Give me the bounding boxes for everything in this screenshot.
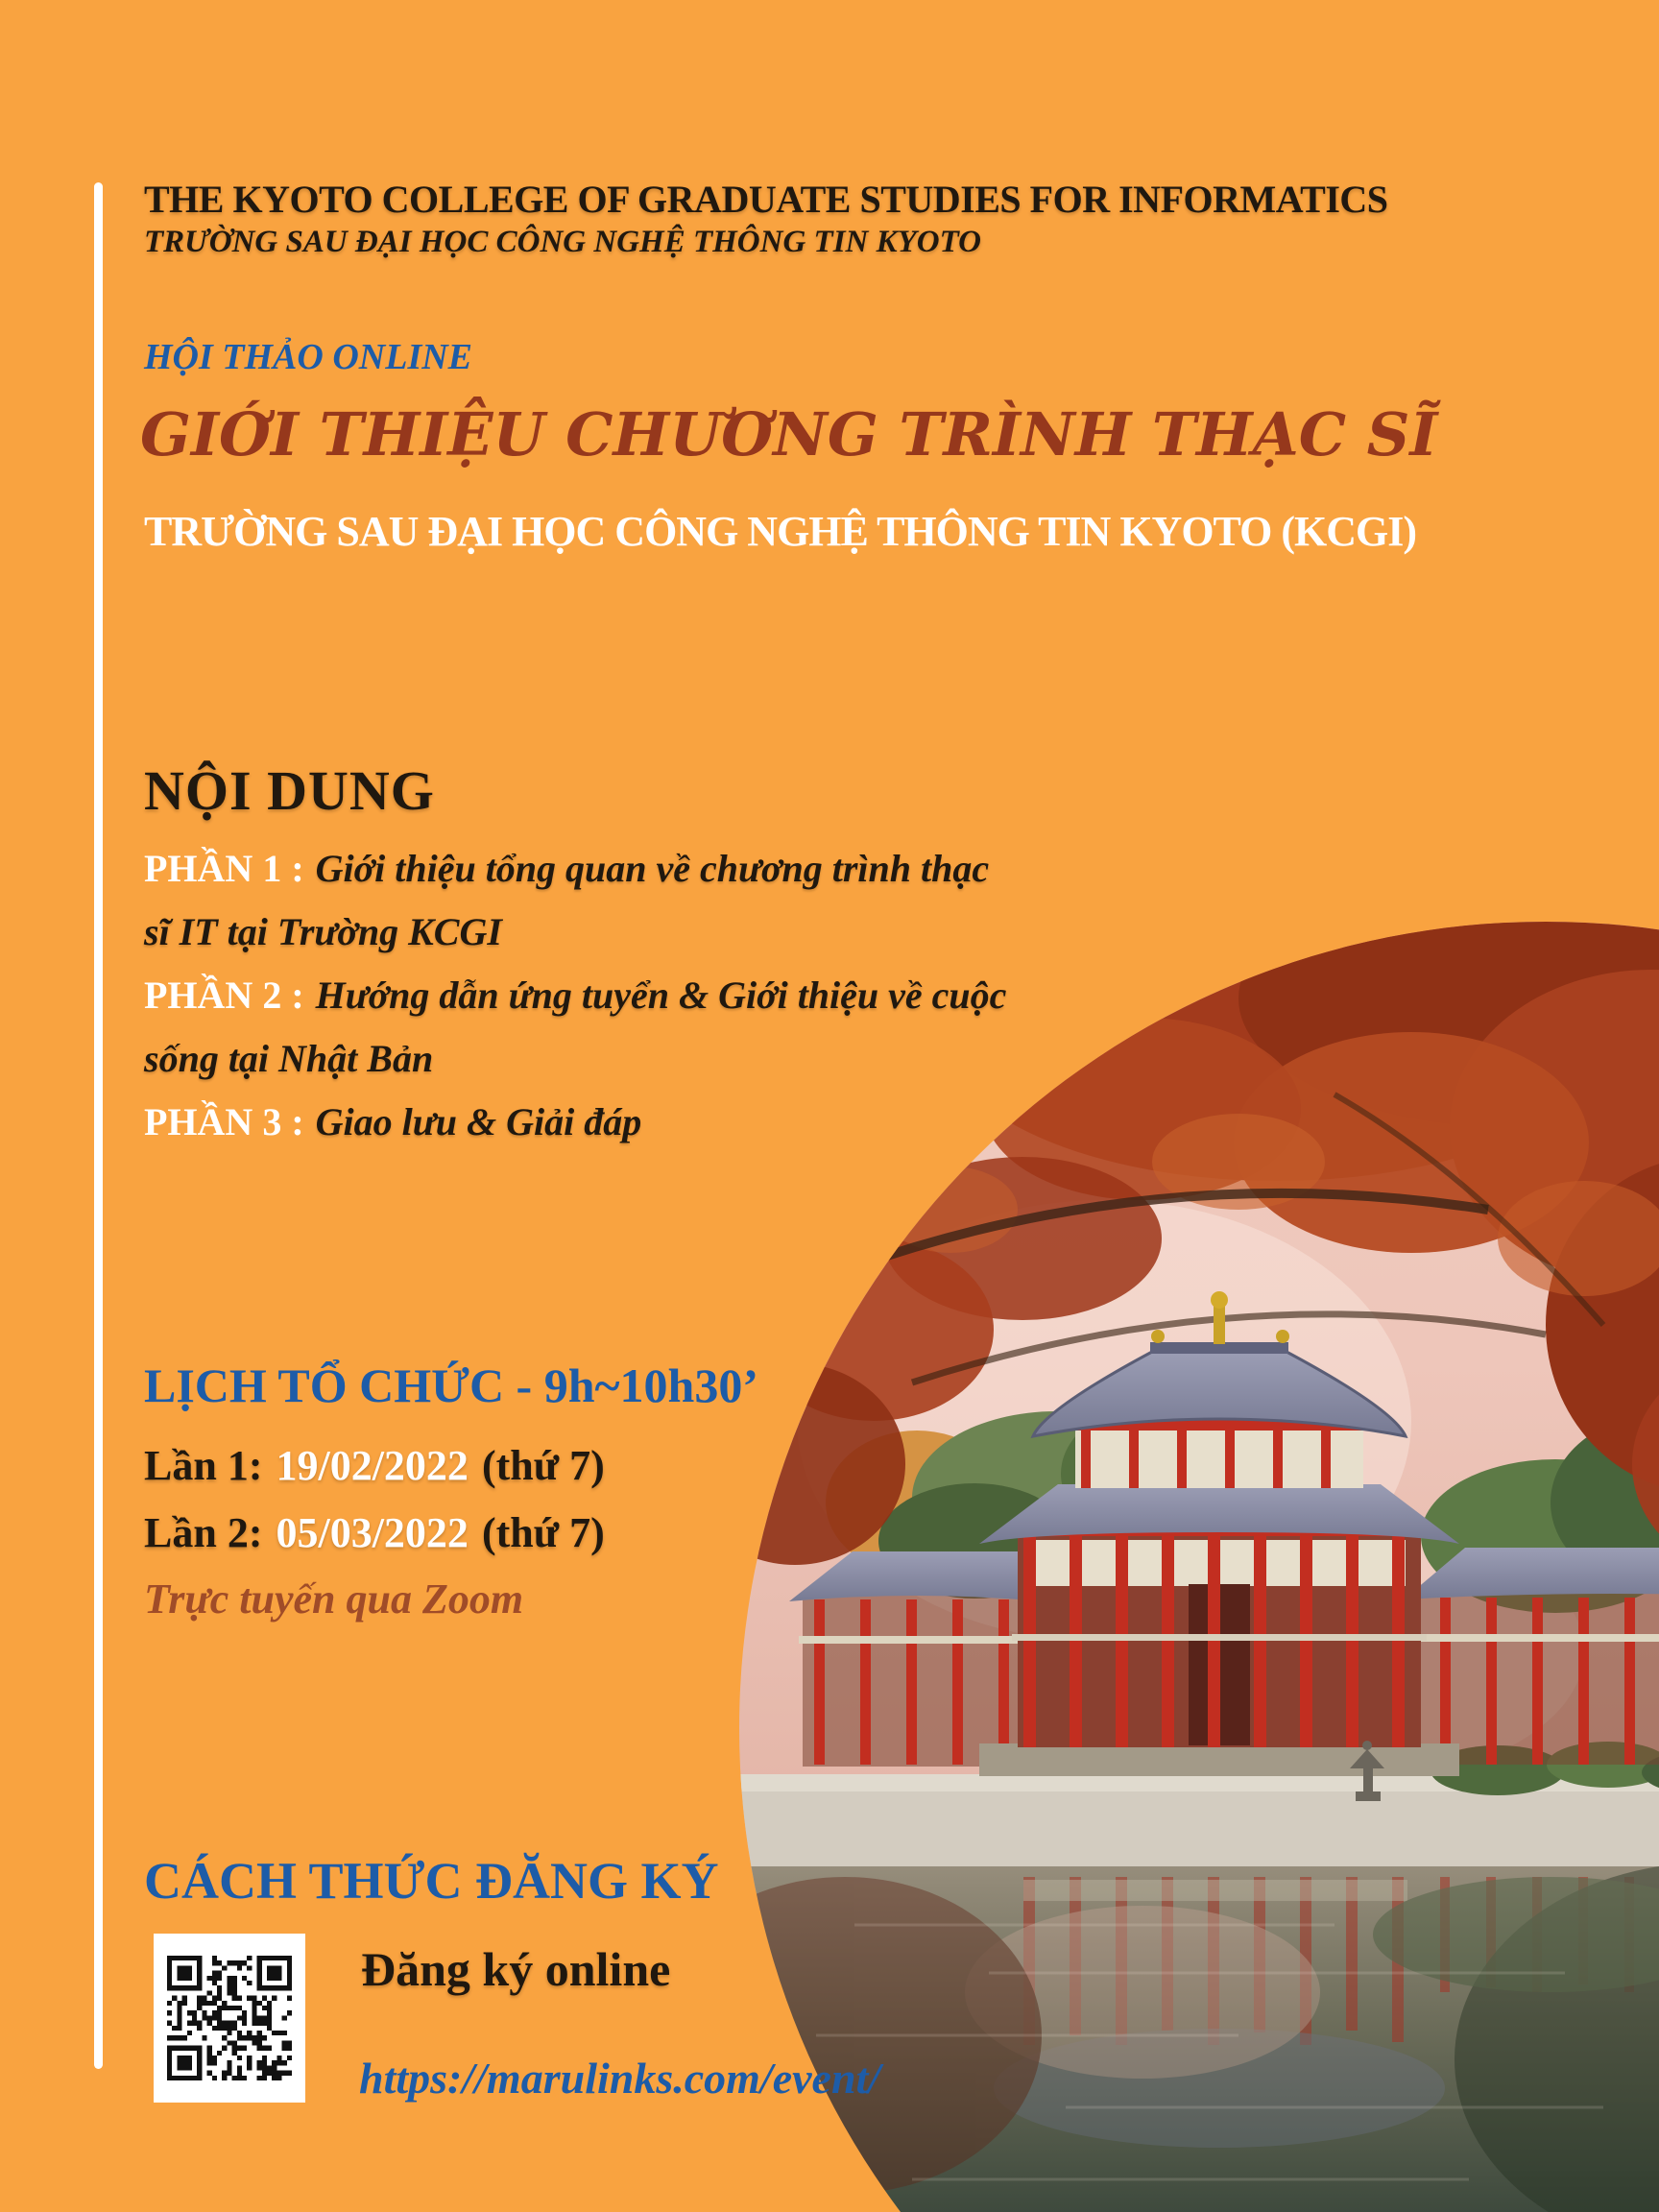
session-label: Lần 1: [144,1442,263,1489]
schedule-list [144,1432,605,1567]
qr-code-canvas [167,1956,292,2080]
event-title: GIỚI THIỆU CHƯƠNG TRÌNH THẠC SĨ [140,399,1438,469]
agenda-part-text: sĩ IT tại Trường KCGI [144,910,502,953]
agenda-line [144,901,1104,964]
session-note: (thứ 7) [481,1442,605,1489]
agenda-part-label: PHẦN 2 : [144,974,304,1017]
college-name-en: THE KYOTO COLLEGE OF GRADUATE STUDIES FOR INFORMATICS [144,178,1388,221]
schedule-session-2 [144,1500,605,1567]
registration-link[interactable]: https://marulinks.com/event/ [359,2054,881,2103]
agenda-line [144,964,1104,1027]
agenda-part-label: PHẦN 3 : [144,1100,304,1143]
schedule-platform: Trực tuyến qua Zoom [144,1575,524,1623]
college-name-vi: TRƯỜNG SAU ĐẠI HỌC CÔNG NGHỆ THÔNG TIN KYOTO [144,225,982,259]
qr-code [154,1934,305,2103]
agenda-line [144,837,1104,901]
register-cta: Đăng ký online [361,1942,671,1996]
schedule-heading: LỊCH TỔ CHỨC - 9h~10h30’ [144,1358,758,1412]
agenda-part-text: Giao lưu & Giải đáp [315,1100,642,1143]
agenda-part-text: Hướng dẫn ứng tuyển & Giới thiệu về cuộc [315,974,1007,1017]
registration-heading: CÁCH THỨC ĐĂNG KÝ [144,1852,719,1910]
session-date: 05/03/2022 [276,1509,469,1556]
agenda-part-text: Giới thiệu tổng quan về chương trình thạc [315,847,990,890]
agenda-list [144,837,1104,1154]
agenda-line [144,1091,1104,1154]
event-subtitle: TRƯỜNG SAU ĐẠI HỌC CÔNG NGHỆ THÔNG TIN KYOTO (KCGI) [144,508,1416,555]
agenda-heading: NỘI DUNG [144,759,435,822]
accent-line [94,182,103,2069]
agenda-part-text: sống tại Nhật Bản [144,1037,434,1080]
agenda-line [144,1027,1104,1091]
session-label: Lần 2: [144,1509,263,1556]
session-date: 19/02/2022 [276,1442,469,1489]
schedule-session-1 [144,1432,605,1500]
event-kicker: HỘI THẢO ONLINE [144,337,473,377]
agenda-part-label: PHẦN 1 : [144,847,304,890]
session-note: (thứ 7) [481,1509,605,1556]
